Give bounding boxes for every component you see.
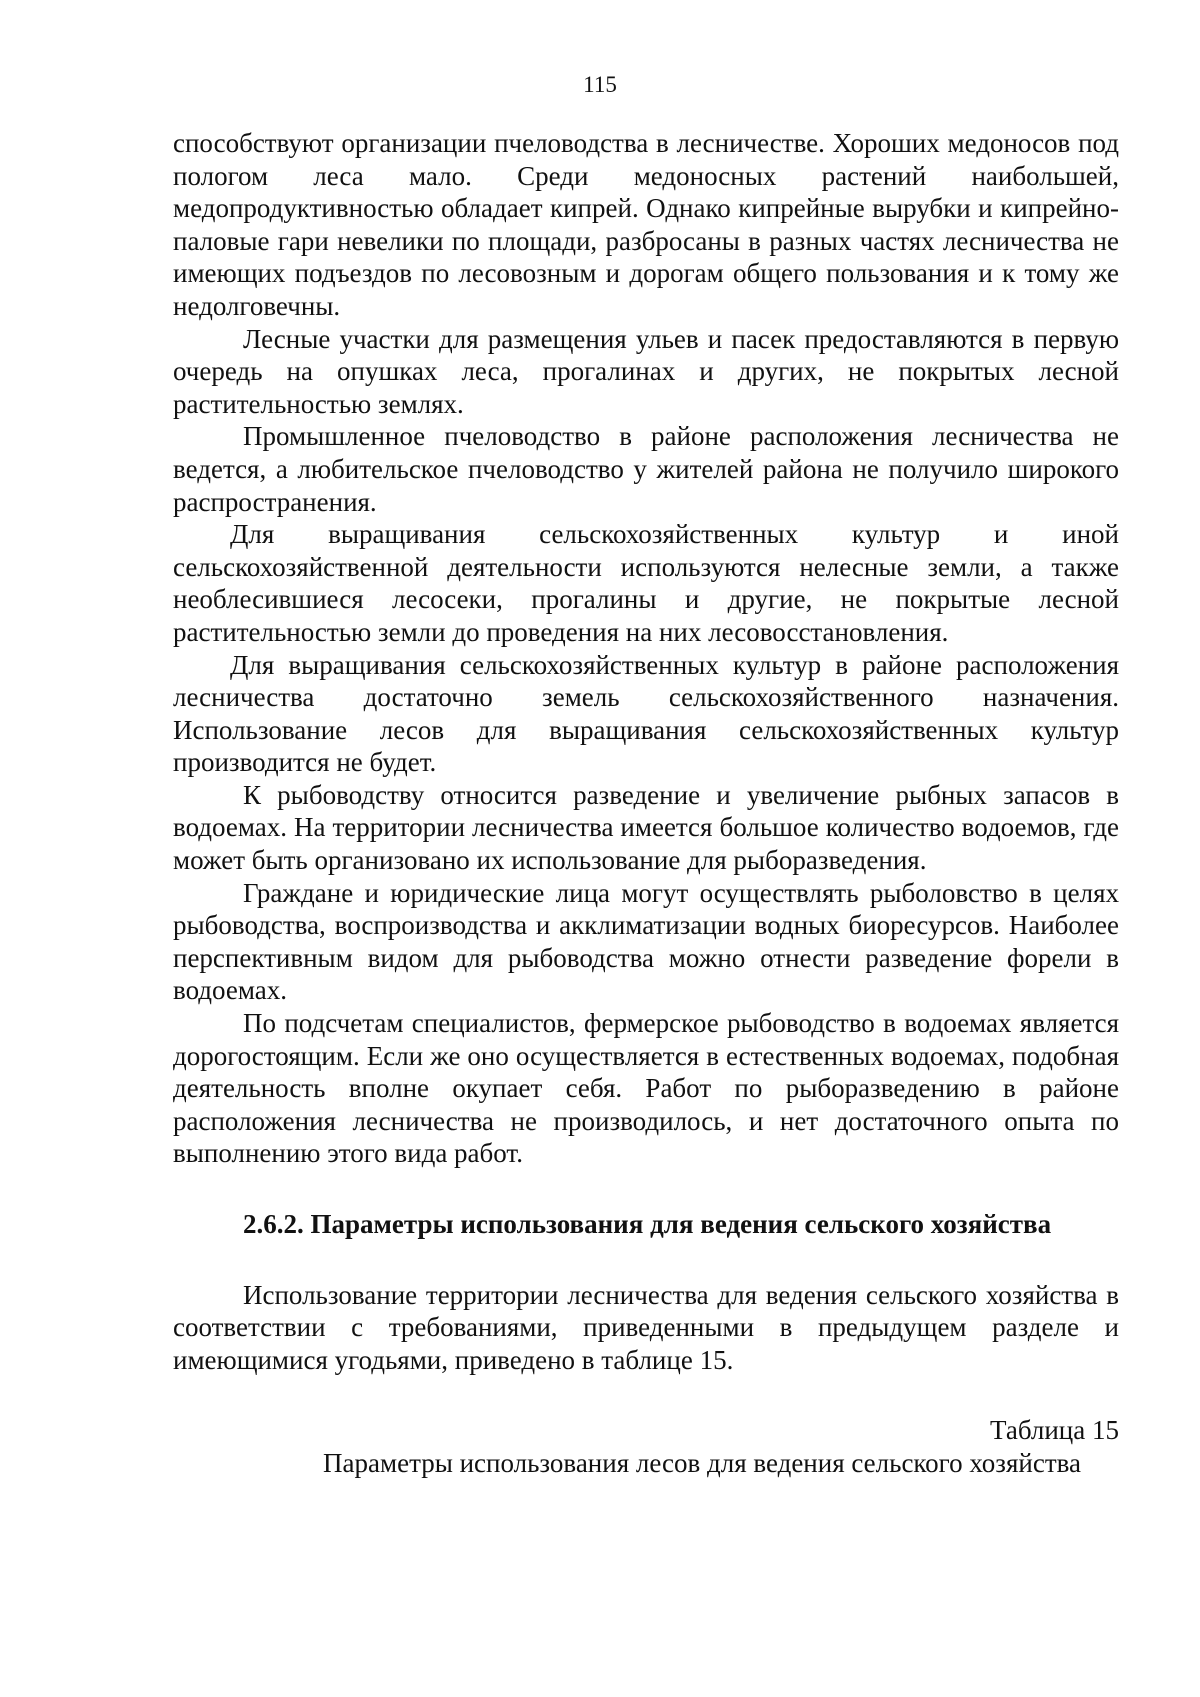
page-content <box>173 127 1119 1480</box>
table-title: Параметры использования лесов для ведения сельского хозяйства <box>323 1447 1081 1478</box>
paragraph-fish-farming-cost: По подсчетам специалистов, фермерское рыбоводство в водоемах является дорогостоящим. Если же оно осуществляется в естественных водоемах, подобная деятельность вполне окупает себя. Работ по рыборазведению в районе расположения лесничества не производилось, и нет достаточного опыта по выполнению этого вида работ. <box>173 1008 1119 1169</box>
paragraph-agricultural-lands: Для выращивания сельскохозяйственных культур и иной сельскохозяйственной деятельности используются нелесные земли, а также необлесившиеся лесосеки, прогалины и другие, не покрытые лесной растительностью земли до проведения на них лесовосстановления. <box>173 519 1119 647</box>
paragraph-hive-plots: Лесные участки для размещения ульев и пасек предоставляются в первую очередь на опушках леса, прогалинах и других, не покрытых лесной растительностью землях. <box>173 323 1119 419</box>
paragraph-beekeeping-continued: способствуют организации пчеловодства в лесничестве. Хороших медоносов под пологом леса мало. Среди медоносных растений наибольшей, медопродуктивностью обладает кипрей. Однако кипрейные вырубки и кипрейно-паловые гари невелики по площади, разбросаны в разных частях лесничества не имеющих подъездов по лесовозным и дорогам общего пользования и к тому же недолговечны. <box>173 128 1119 321</box>
paragraph-fish-farming: К рыбоводству относится разведение и увеличение рыбных запасов в водоемах. На территории лесничества имеется большое количество водоемов, где может быть организовано их использование для рыборазведения. <box>173 779 1119 876</box>
paragraph-section-intro: Использование территории лесничества для ведения сельского хозяйства в соответствии с требованиями, приведенными в предыдущем разделе и имеющимися угодьями, приведено в таблице 15. <box>173 1279 1119 1375</box>
paragraph-fishing-rights: Граждане и юридические лица могут осуществлять рыболовство в целях рыбоводства, воспроизводства и акклиматизации водных биоресурсов. Наиболее перспективным видом для рыбоводства можно отнести разведение форели в водоемах. <box>173 877 1119 1006</box>
paragraph-industrial-beekeeping: Промышленное пчеловодство в районе расположения лесничества не ведется, а любительское пчеловодство у жителей района не получило широкого распространения. <box>173 421 1119 517</box>
section-heading: 2.6.2. Параметры использования для ведения сельского хозяйства <box>243 1209 1052 1239</box>
table-label: Таблица 15 <box>990 1415 1119 1446</box>
paragraph-crop-cultivation: Для выращивания сельскохозяйственных культур в районе расположения лесничества достаточно земель сельскохозяйственного назначения. Использование лесов для выращивания сельскохозяйственных культур производится не будет. <box>173 649 1119 778</box>
page-number: 115 <box>583 72 617 97</box>
